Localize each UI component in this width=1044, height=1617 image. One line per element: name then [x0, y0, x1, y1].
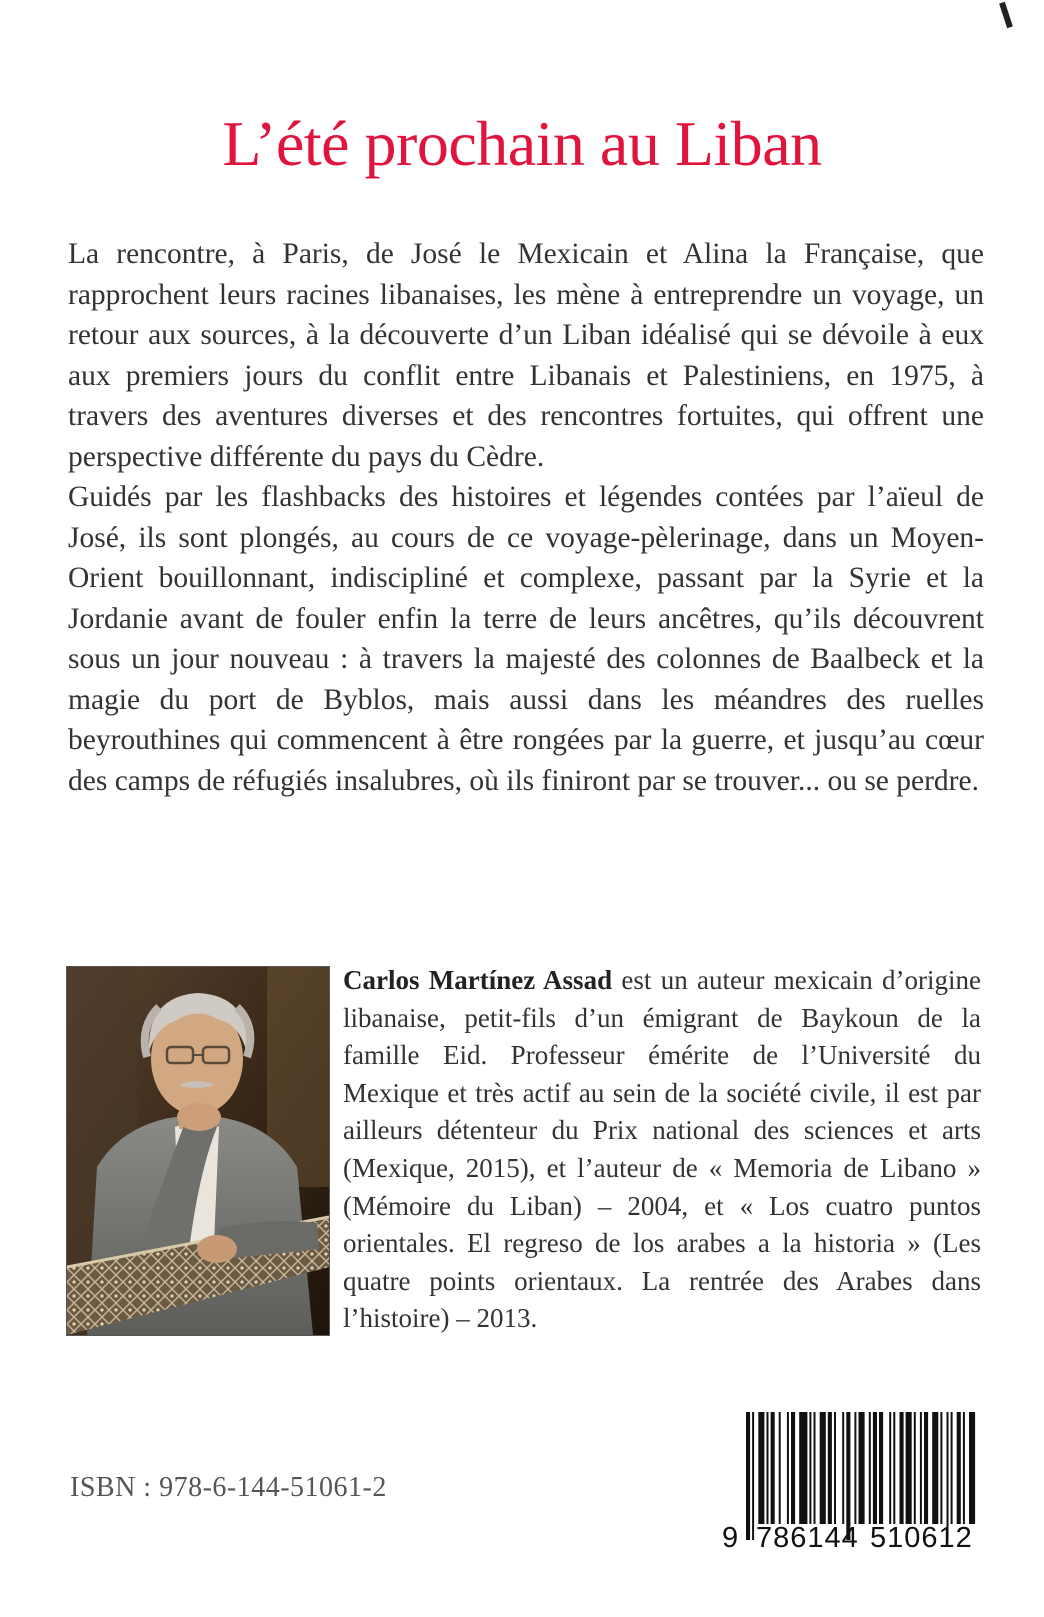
barcode-bar — [799, 1412, 807, 1524]
barcode-bar — [767, 1412, 769, 1524]
barcode-bar — [746, 1412, 750, 1540]
synopsis — [68, 234, 984, 801]
barcode-right-group: 510612 — [870, 1522, 973, 1554]
barcode-lead-digit: 9 — [722, 1522, 740, 1554]
barcode-bar — [900, 1412, 904, 1524]
barcode-bar — [854, 1412, 856, 1524]
barcode-bar — [951, 1412, 953, 1524]
barcode-bar — [889, 1412, 891, 1524]
barcode-bar — [779, 1412, 781, 1524]
barcode-bar — [879, 1412, 883, 1524]
author-portrait-image — [67, 967, 329, 1335]
barcode-bar — [947, 1412, 949, 1540]
barcode-bar — [932, 1412, 938, 1524]
author-photo — [66, 966, 330, 1336]
barcode-bar — [846, 1412, 850, 1540]
author-bio — [343, 962, 981, 1338]
barcode-bar — [859, 1412, 865, 1524]
barcode-bar — [834, 1412, 836, 1524]
corner-mark — [999, 2, 1013, 29]
barcode-bar — [963, 1412, 965, 1524]
barcode-bar — [914, 1412, 916, 1524]
barcode-bar — [828, 1412, 832, 1524]
barcode-bar — [924, 1412, 928, 1524]
barcode-bar — [809, 1412, 811, 1524]
author-bio-text: est un auteur mexicain d’origine libanaise, petit-fils d’un émigrant de Baykoun de la famille Eid. Professeur émérite de l’Université du Mexique et très actif au sein de la société civile, il est par ailleurs détenteur du Prix national des sciences et arts (Mexique, 2015), et l’auteur de « Memoria de Libano » (Mémoire du Liban) – 2004, et « Los cuatro puntos orientales. El regreso de los arabes a la historia » (Les quatre points orientaux. La rentrée des Arabes dans l’histoire) – 2013. — [343, 965, 981, 1334]
barcode-bar — [842, 1412, 844, 1524]
synopsis-paragraph-2: Guidés par les flashbacks des histoires et légendes contées par l’aïeul de José, ils sont plongés, au cours de ce voyage-pèlerinage, dans un Moyen-Orient bouillonnant, indiscipliné et complexe, passant par la Syrie et la Jordanie avant de fouler enfin la terre de leurs ancêtres, qu’ils découvrent sous un jour nouveau : à travers la majesté des colonnes de Baalbeck et la magie du port de Byblos, mais aussi dans les méandres des ruelles beyrouthines qui commencent à être rongées par la guerre, et jusqu’au cœur des camps de réfugiés insalubres, où ils finiront par se trouver... ou se perdre. — [68, 481, 984, 797]
barcode-bar — [906, 1412, 912, 1524]
barcode-bar — [814, 1412, 816, 1524]
barcode-bar — [969, 1412, 975, 1524]
barcode-bar — [758, 1412, 764, 1524]
barcode-bar — [957, 1412, 961, 1524]
isbn-text: ISBN : 978-6-144-51061-2 — [70, 1472, 387, 1503]
barcode-left-group: 786144 — [756, 1522, 859, 1554]
book-title: L’été prochain au Liban — [222, 108, 822, 179]
author-name: Carlos Martínez Assad — [343, 965, 613, 995]
barcode-bar — [752, 1412, 754, 1540]
barcode-bar — [893, 1412, 895, 1524]
barcode — [720, 1408, 982, 1558]
barcode-bar — [791, 1412, 795, 1524]
barcode-bar — [873, 1412, 877, 1524]
barcode-bar — [771, 1412, 775, 1524]
synopsis-paragraph-1: La rencontre, à Paris, de José le Mexicain et Alina la Française, que rapprochent leurs racines libanaises, les mène à entreprendre un voyage, un retour aux sources, à la découverte d’un Liban idéalisé qui se dévoile à eux aux premiers jours du conflit entre Libanais et Palestiniens, en 1975, à travers des aventures diverses et des rencontres fortuites, qui offrent une perspective différente du pays du Cèdre. — [68, 238, 984, 473]
barcode-bar — [869, 1412, 871, 1524]
barcode-bar — [820, 1412, 826, 1524]
barcode-bar — [940, 1412, 942, 1524]
barcode-bar — [787, 1412, 789, 1524]
barcode-bar — [920, 1412, 922, 1524]
